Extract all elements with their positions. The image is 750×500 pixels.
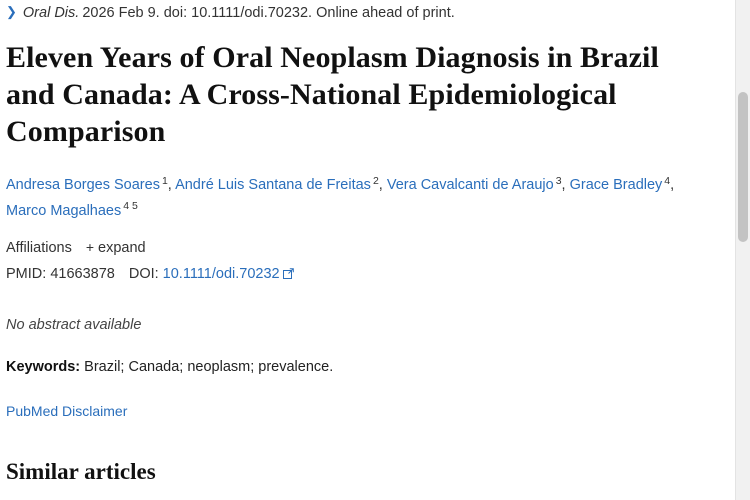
similar-articles-heading: Similar articles xyxy=(6,459,156,485)
external-link-icon[interactable] xyxy=(283,268,294,279)
vertical-scrollbar[interactable] xyxy=(735,0,750,500)
identifiers-row xyxy=(6,266,732,282)
pmid-value: 41663878 xyxy=(50,266,115,283)
author-affiliation-marker[interactable]: 1 xyxy=(161,174,168,187)
author-entry xyxy=(386,174,566,194)
doi-label: DOI: xyxy=(128,266,159,283)
author-separator: , xyxy=(670,177,675,194)
author-link[interactable]: Andresa Borges Soares xyxy=(6,177,160,194)
expand-label: expand xyxy=(98,240,146,257)
author-affiliation-marker[interactable]: 2 xyxy=(372,174,379,187)
author-link[interactable]: André Luis Santana de Freitas xyxy=(175,177,371,194)
chevron-right-icon[interactable]: ❯ xyxy=(6,4,17,19)
keywords-label: Keywords: xyxy=(6,359,81,376)
author-link[interactable]: Grace Bradley xyxy=(569,177,663,194)
pubmed-disclaimer-link[interactable]: PubMed Disclaimer xyxy=(6,403,128,420)
author-link[interactable]: Marco Magalhaes xyxy=(6,202,122,219)
author-separator: , xyxy=(167,177,172,194)
author-entry xyxy=(6,174,172,194)
affiliations-row xyxy=(6,239,732,256)
plus-icon: + xyxy=(85,239,95,256)
author-separator: , xyxy=(561,177,566,194)
affiliations-label: Affiliations xyxy=(6,240,72,257)
author-link[interactable]: Vera Cavalcanti de Araujo xyxy=(386,177,554,194)
author-affiliation-marker[interactable]: 4 5 xyxy=(123,199,138,212)
author-entry xyxy=(175,174,383,194)
keywords-row xyxy=(6,359,732,375)
expand-affiliations-button[interactable] xyxy=(86,239,146,256)
doi-link[interactable]: 10.1111/odi.70232 xyxy=(162,266,280,283)
author-entry xyxy=(6,199,138,219)
journal-name[interactable]: Oral Dis. xyxy=(22,5,80,21)
author-entry xyxy=(569,174,675,194)
citation-details: 2026 Feb 9. doi: 10.1111/odi.70232. Online ahead of print. xyxy=(82,5,455,21)
scrollbar-thumb[interactable] xyxy=(738,92,748,242)
page-title: Eleven Years of Oral Neoplasm Diagnosis in Brazil and Canada: A Cross-National Epidemiological Comparison xyxy=(6,41,659,149)
author-list xyxy=(6,173,696,224)
no-abstract-notice: No abstract available xyxy=(6,317,142,334)
author-separator: , xyxy=(378,177,383,194)
author-affiliation-marker[interactable]: 3 xyxy=(555,174,562,187)
keywords-value: Brazil; Canada; neoplasm; prevalence. xyxy=(84,359,334,376)
author-affiliation-marker[interactable]: 4 xyxy=(664,174,671,187)
pmid-label: PMID: xyxy=(6,266,47,283)
citation-line xyxy=(6,0,732,21)
